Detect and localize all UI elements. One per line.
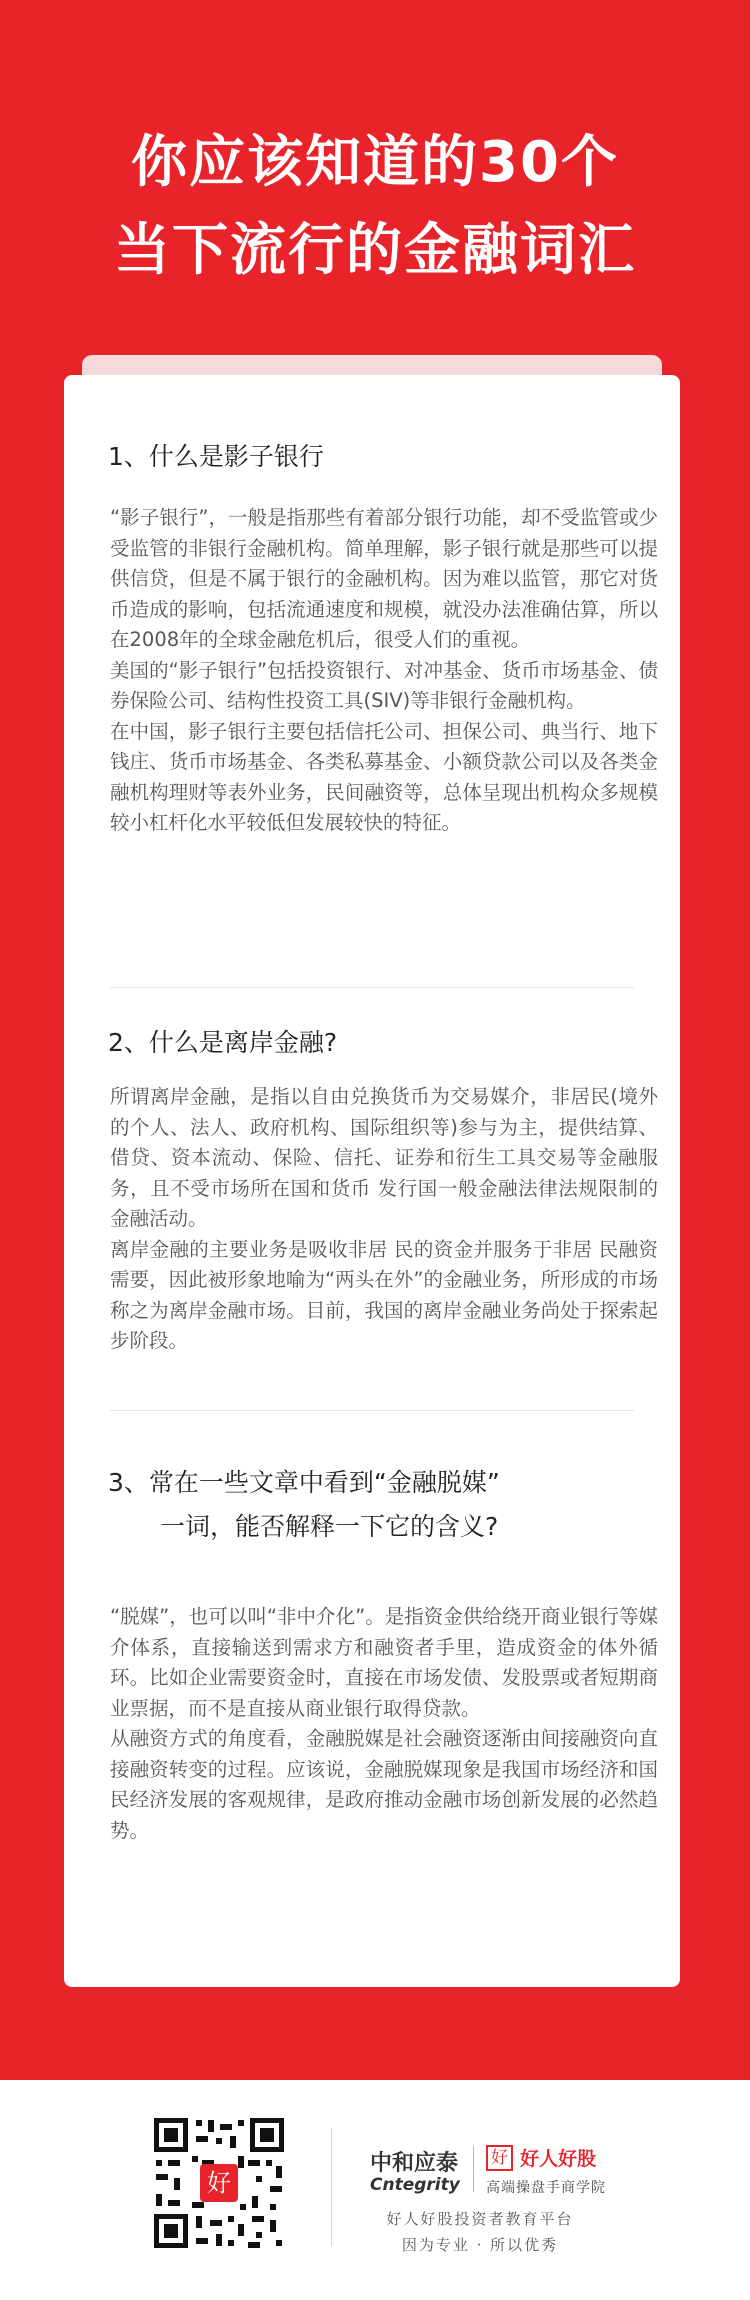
- section-1-paragraph: “影子银行”，一般是指那些有着部分银行功能，却不受监管或少受监管的非银行金融机构。简单理解，影子银行就是那些可以提供信贷，但是不属于银行的金融机构。因为难以监管，那它对货币造成的影响，包括流通速度和规模，就没办法准确估算，所以在2008年的全球金融危机后，很受人们的重视。: [110, 506, 658, 651]
- brand-english-name: Cntegrity: [370, 2175, 460, 2195]
- content-card: [64, 375, 680, 1987]
- page-title-line-2: 当下流行的金融词汇: [114, 218, 636, 283]
- section-2-title: 2、什么是离岸金融?: [108, 1028, 338, 1057]
- section-3-paragraph: 从融资方式的角度看，金融脱媒是社会融资逐渐由间接融资向直接融资转变的过程。应该说，金融脱媒现象是我国市场经济和国民经济发展的客观规律，是政府推动金融市场创新发展的必然趋势。: [110, 1727, 658, 1842]
- brand-subtitle: 高端操盘手商学院: [486, 2180, 606, 2196]
- footer: [0, 2080, 750, 2300]
- section-3-title-line-1: 3、常在一些文章中看到“金融脱媒”: [108, 1468, 500, 1497]
- qr-badge-text: 好: [207, 2169, 231, 2197]
- section-3-paragraph: “脱媒”，也可以叫“非中介化”。是指资金供给绕开商业银行等媒介体系，直接输送到需求方和融资者手里，造成资金的体外循环。比如企业需要资金时，直接在市场发债、发股票或者短期商业票据，而不是直接从商业银行取得贷款。: [110, 1605, 658, 1720]
- section-3-title-line-2: 一词，能否解释一下它的含义?: [160, 1512, 499, 1541]
- section-2-body: [110, 1082, 658, 1357]
- platform-line-1: 好人好股投资者教育平台: [386, 2210, 574, 2228]
- footer-divider: [331, 2128, 332, 2246]
- brand-name-haorenhaogu: 好人好股: [520, 2148, 597, 2170]
- section-divider: [110, 1410, 634, 1411]
- qr-code-image: [152, 2116, 286, 2250]
- section-2-paragraph: 所谓离岸金融，是指以自由兑换货币为交易媒介，非居民(境外的个人、法人、政府机构、国际组织等)参与为主，提供结算、借贷、资本流动、保险、信托、证券和衍生工具交易等金融服 务，且不受市场所在国和货币 发行国一般金融法律法规限制的金融活动。: [110, 1085, 658, 1230]
- section-1-body: [110, 503, 658, 839]
- section-1-title: 1、什么是影子银行: [108, 442, 324, 471]
- section-1-paragraph: 在中国，影子银行主要包括信托公司、担保公司、典当行、地下钱庄、货币市场基金、各类私募基金、小额贷款公司以及各类金融机构理财等表外业务，民间融资等，总体呈现出机构众多规模较小杠杆化水平较低但发展较快的特征。: [110, 719, 658, 834]
- section-divider: [110, 987, 634, 988]
- brand-logo-zhonghe: [370, 2146, 460, 2195]
- section-3-body: [110, 1602, 658, 1846]
- brand-logo-haorenhaogu: [486, 2144, 606, 2197]
- brand-divider: [473, 2146, 474, 2192]
- platform-line-2: 因为专业 · 所以优秀: [401, 2236, 559, 2254]
- page-title-line-1: 你应该知道的30个: [131, 130, 619, 195]
- section-2-paragraph: 离岸金融的主要业务是吸收非居 民的资金并服务于非居 民融资需要，因此被形象地喻为“两头在外”的金融业务，所形成的市场称之为离岸金融市场。目前，我国的离岸金融业务尚处于探索起步阶段。: [110, 1237, 658, 1352]
- section-1-paragraph: 美国的“影子银行”包括投资银行、对冲基金、货币市场基金、债券保险公司、结构性投资工具(SIV)等非银行金融机构。: [110, 658, 658, 712]
- brand-logo-icon: 好: [486, 2145, 513, 2171]
- brand-name-zhonghe: 中和应泰: [370, 2151, 459, 2176]
